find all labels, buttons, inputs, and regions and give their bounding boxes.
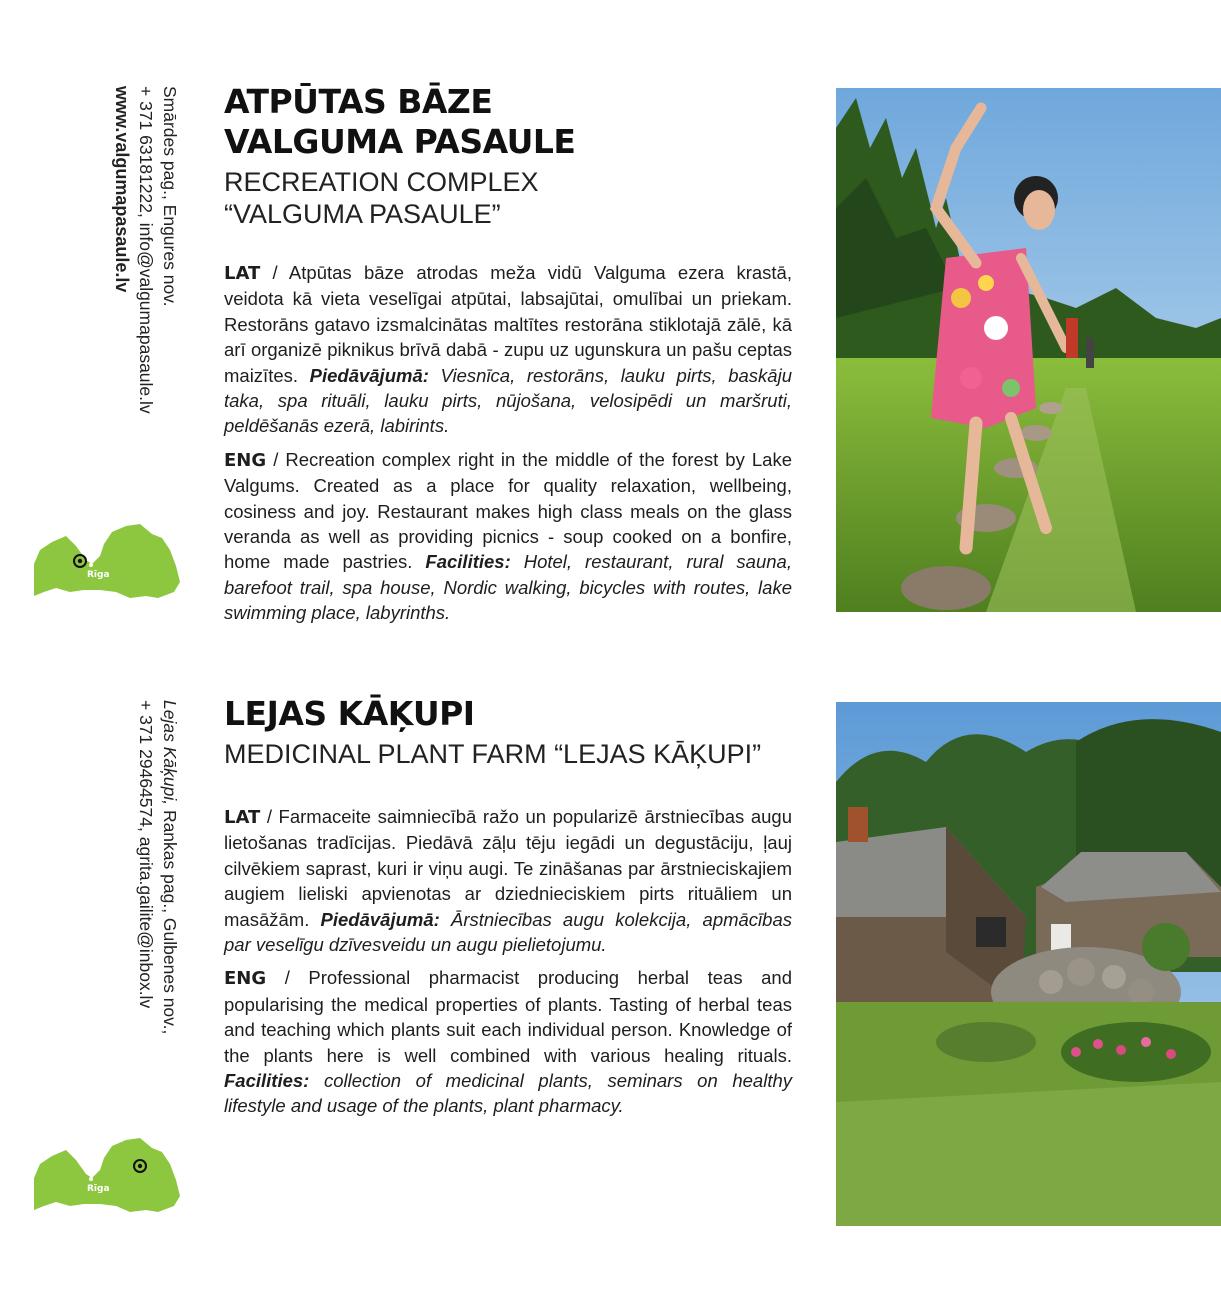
- description-eng: [224, 447, 792, 626]
- subtitle-line: “VALGUMA PASAULE”: [224, 199, 501, 229]
- latvia-location-map: [30, 520, 182, 606]
- listing-subtitle: [224, 738, 792, 770]
- body-text: / Farmaceite saimniecībā ražo un popularizē ārstniecības augu lietošanas tradīcijas. Piedāvā zāļu tēju iegādi un degustāciju, ļauj cilvēkiem saprast, kuri ir viņu augi. Te zināšanas par ārstnieciskajiem augiem lieliski apvienotas ar dziednieciskiem pirts rituāliem un masāžām.: [224, 806, 792, 930]
- title-line: VALGUMA PASAULE: [224, 122, 576, 161]
- contact-sidebar: [108, 86, 182, 526]
- facilities-label: Facilities:: [224, 1070, 310, 1092]
- address-text: Rankas pag., Gulbenes nov.,: [160, 805, 180, 1035]
- facilities-list: Viesnīca, restorāns, lauku pirts, baskāju taka, spa rituāli, lauku pirts, nūjošana, velosipēdi un maršruti, peldēšanās ezerā, labirints.: [224, 364, 792, 437]
- description-eng: [224, 965, 792, 1118]
- website-link[interactable]: www.valgumapasaule.lv: [112, 86, 132, 293]
- lang-label: ENG: [224, 449, 267, 471]
- description-lat: [224, 260, 792, 439]
- description-lat: [224, 804, 792, 957]
- latvia-location-map: [30, 1134, 182, 1220]
- listing-content: [224, 82, 792, 626]
- latvia-shape: [34, 1138, 180, 1212]
- barefoot-trail-photo: [836, 88, 1221, 612]
- facilities-list: Ārstniecības augu kolekcija, apmācības par veselīgu dzīvesveidu un augu pielietojumu.: [224, 908, 792, 956]
- listing-title: [224, 694, 792, 734]
- lang-label: LAT: [224, 807, 261, 828]
- riga-dot-icon: [89, 1177, 93, 1181]
- listing-content: [224, 694, 792, 1119]
- facilities-list: Hotel, restaurant, rural sauna, barefoot trail, spa house, Nordic walking, bicycles with routes, lake swimming place, labyrinths.: [224, 551, 792, 624]
- map-city-label: Rīga: [87, 1184, 110, 1194]
- lang-label: LAT: [224, 263, 261, 284]
- facilities-label: Piedāvājumā:: [309, 364, 429, 386]
- farm-name-text: Lejas Kāķupi,: [160, 700, 180, 806]
- listing-subtitle: [224, 166, 792, 230]
- latvia-shape: [34, 524, 180, 598]
- farmhouse-garden-photo: [836, 702, 1221, 1226]
- facilities-list: collection of medicinal plants, seminars on healthy lifestyle and usage of the plants, plant pharmacy.: [224, 1070, 792, 1117]
- listing-title: [224, 82, 792, 162]
- map-city-label: Rīga: [87, 570, 110, 580]
- listing-lejas-kakupi: [0, 680, 1221, 1280]
- facilities-label: Piedāvājumā:: [320, 908, 440, 930]
- lang-label: ENG: [224, 968, 267, 990]
- subtitle-line: MEDICINAL PLANT FARM “LEJAS KĀĶUPI”: [224, 739, 762, 769]
- address-text: Smārdes pag., Engures nov.: [160, 86, 180, 307]
- facilities-label: Facilities:: [425, 551, 511, 573]
- contact-text: + 371 29464574, agrita.gailite@inbox.lv: [136, 700, 156, 1009]
- body-text: / Professional pharmacist producing herbal teas and popularising the medical properties of plants. Tasting of herbal teas and teaching which plants suit each individual person. Knowledge of the plants here is well combined with various healing rituals.: [224, 967, 792, 1066]
- title-line: LEJAS KĀĶUPI: [224, 694, 475, 733]
- contact-sidebar: [108, 700, 182, 1120]
- subtitle-line: RECREATION COMPLEX: [224, 167, 539, 197]
- title-line: ATPŪTAS BĀZE: [224, 82, 493, 121]
- body-text: / Recreation complex right in the middle of the forest by Lake Valgums. Created as a place for quality relaxation, wellbeing, cosiness and joy. Restaurant makes high class meals on the glass veranda as well as providing picnics - soup cooked on a bonfire, home made pastries.: [224, 448, 792, 573]
- riga-dot-icon: [89, 563, 93, 567]
- body-text: / Atpūtas bāze atrodas meža vidū Valguma ezera krastā, veidota kā vieta veselīgai atpūtai, labsajūtai, omulībai un priekam. Restorāns gatavo izsmalcinātas maltītes restorāna stiklotajā zālē, kā arī organizē piknikus brīvā dabā - zupu uz ugunskura un pašu ceptas maizītes.: [224, 262, 792, 386]
- contact-text: + 371 63181222, info@valgumapasaule.lv: [136, 86, 156, 414]
